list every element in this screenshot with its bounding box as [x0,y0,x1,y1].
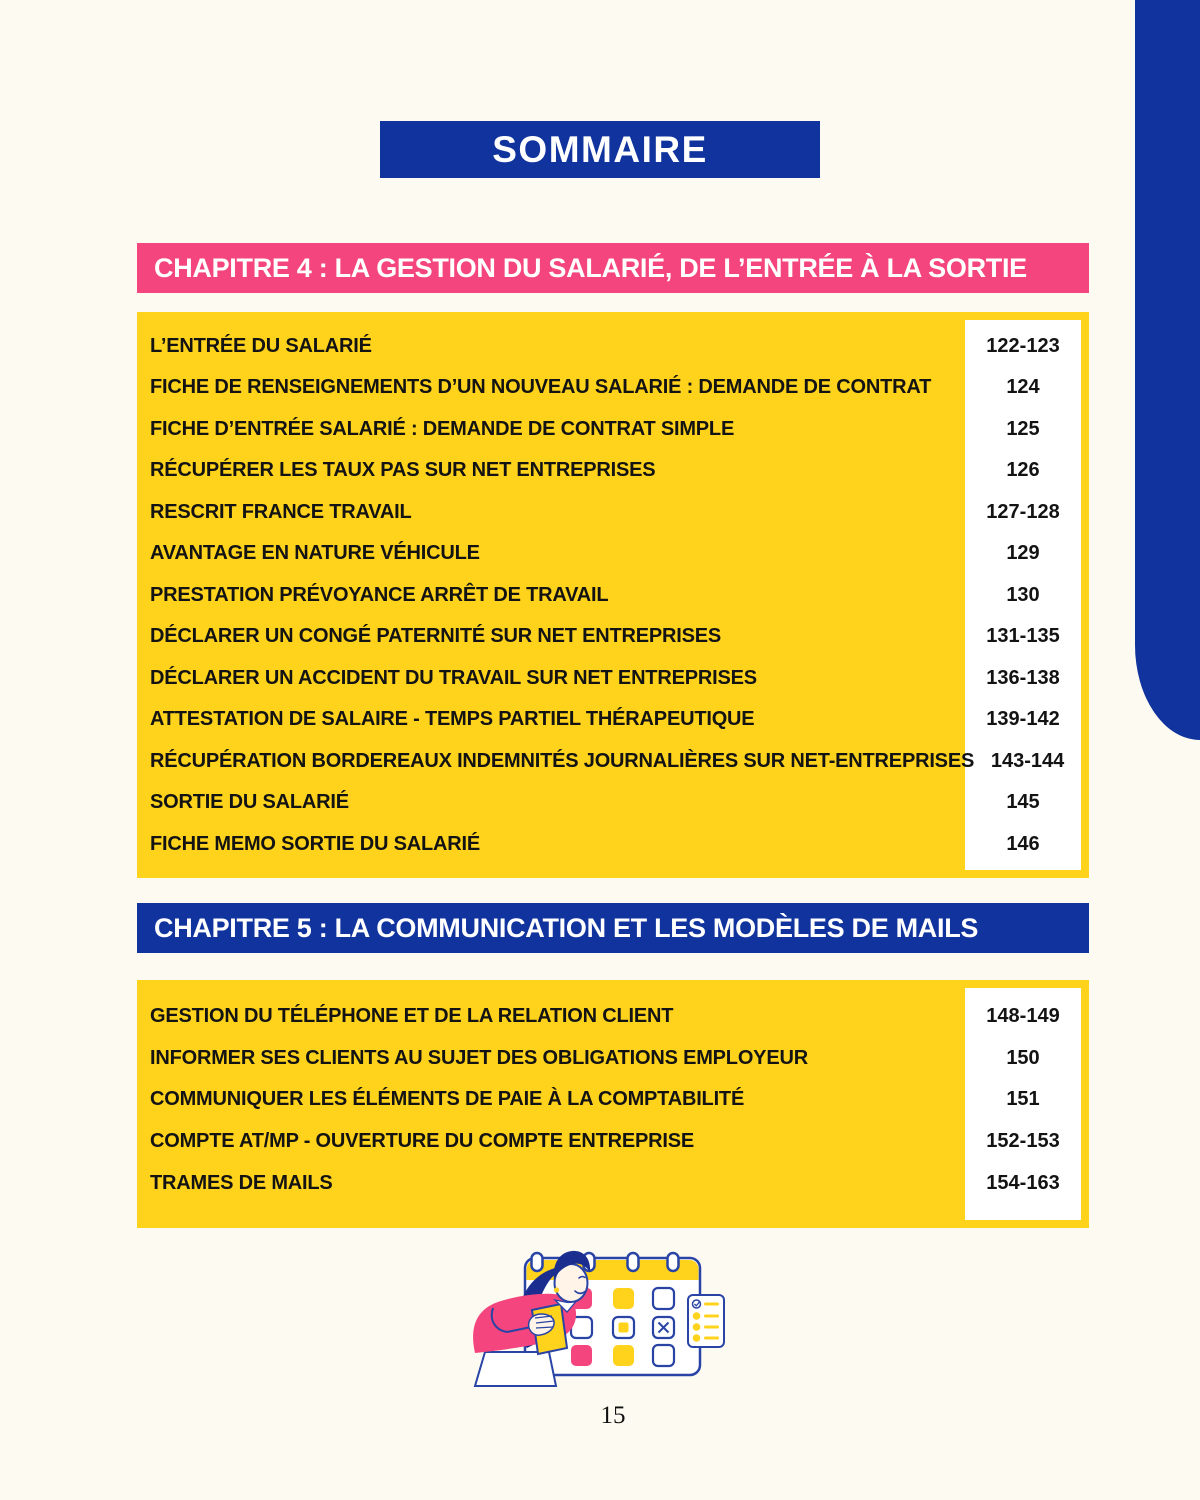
toc-row [137,791,1089,814]
toc-row [137,1172,1089,1195]
toc-row [137,1088,1089,1111]
page-title [380,121,820,178]
toc-item-label: L’ENTRÉE DU SALARIÉ [150,334,372,357]
toc-item-pages: 151 [1006,1088,1040,1111]
chapter-5-rows [137,980,1089,1228]
toc-item-label: RESCRIT FRANCE TRAVAIL [150,500,412,523]
toc-item-pages: 131-135 [986,625,1060,647]
toc-item-pages: 130 [1006,583,1040,606]
toc-item-pages: 154-163 [986,1172,1060,1195]
toc-row [137,335,1089,358]
toc-item-pages: 148-149 [986,1004,1060,1027]
toc-item-pages: 129 [1006,542,1040,564]
toc-item-label: GESTION DU TÉLÉPHONE ET DE LA RELATION CLIENT [150,1004,674,1027]
toc-item-label: FICHE D’ENTRÉE SALARIÉ : DEMANDE DE CONTRAT SIMPLE [150,417,735,440]
toc-item-label: DÉCLARER UN ACCIDENT DU TRAVAIL SUR NET ENTREPRISES [150,666,757,689]
chapter-5-banner [137,903,1089,953]
toc-item-pages: 152-153 [986,1130,1060,1153]
page-number: 15 [600,1402,626,1429]
toc-row [137,750,1089,773]
toc-item-label: FICHE MEMO SORTIE DU SALARIÉ [150,832,480,855]
toc-row [137,376,1089,399]
toc-item-label: RÉCUPÉRATION BORDEREAUX INDEMNITÉS JOURNALIÈRES SUR NET-ENTREPRISES [150,749,975,772]
right-edge-decoration-bar [1135,0,1200,740]
toc-item-label: ATTESTATION DE SALAIRE - TEMPS PARTIEL THÉRAPEUTIQUE [150,708,755,730]
toc-item-label: COMPTE AT/MP - OUVERTURE DU COMPTE ENTREPRISE [150,1130,694,1153]
chapter-5-toc-box [137,980,1089,1228]
chapter-5-heading: CHAPITRE 5 : LA COMMUNICATION ET LES MODÈLES DE MAILS [154,912,979,943]
chapter-4-toc-box [137,312,1089,878]
toc-row [137,667,1089,690]
toc-item-pages: 126 [1006,459,1040,481]
toc-row [137,418,1089,441]
toc-item-pages: 124 [1006,376,1040,398]
woman-calendar-illustration [455,1228,765,1403]
toc-item-pages: 145 [1006,791,1040,813]
toc-row [137,1047,1089,1070]
toc-item-pages: 146 [1006,832,1040,855]
toc-item-pages: 150 [1006,1046,1040,1069]
chapter-4-banner [137,243,1089,293]
toc-item-label: AVANTAGE EN NATURE VÉHICULE [150,542,480,564]
toc-item-label: SORTIE DU SALARIÉ [150,791,349,813]
toc-row [137,459,1089,482]
toc-item-label: FICHE DE RENSEIGNEMENTS D’UN NOUVEAU SALARIÉ : DEMANDE DE CONTRAT [150,376,932,398]
toc-item-pages: 139-142 [986,708,1060,730]
toc-row [137,833,1089,856]
toc-item-label: INFORMER SES CLIENTS AU SUJET DES OBLIGATIONS EMPLOYEUR [150,1046,808,1069]
toc-row [137,584,1089,607]
toc-item-pages: 122-123 [986,334,1060,357]
toc-item-label: DÉCLARER UN CONGÉ PATERNITÉ SUR NET ENTREPRISES [150,625,722,647]
toc-item-label: PRESTATION PRÉVOYANCE ARRÊT DE TRAVAIL [150,583,609,606]
toc-row [137,1130,1089,1153]
toc-item-label: RÉCUPÉRER LES TAUX PAS SUR NET ENTREPRISES [150,459,656,481]
page-title-label: SOMMAIRE [492,128,708,170]
toc-item-pages: 136-138 [986,666,1060,689]
toc-item-pages: 143-144 [990,749,1065,772]
toc-item-pages: 127-128 [986,500,1060,523]
toc-item-label: COMMUNIQUER LES ÉLÉMENTS DE PAIE À LA COMPTABILITÉ [150,1088,745,1111]
toc-item-pages: 125 [1006,417,1040,440]
toc-row [137,625,1089,648]
toc-row [137,542,1089,565]
toc-row [137,501,1089,524]
toc-item-label: TRAMES DE MAILS [150,1172,333,1195]
chapter-4-rows [137,312,1089,878]
toc-row [137,708,1089,731]
toc-row [137,1005,1089,1028]
chapter-4-heading: CHAPITRE 4 : LA GESTION DU SALARIÉ, DE L’ENTRÉE À LA SORTIE [154,252,1027,283]
